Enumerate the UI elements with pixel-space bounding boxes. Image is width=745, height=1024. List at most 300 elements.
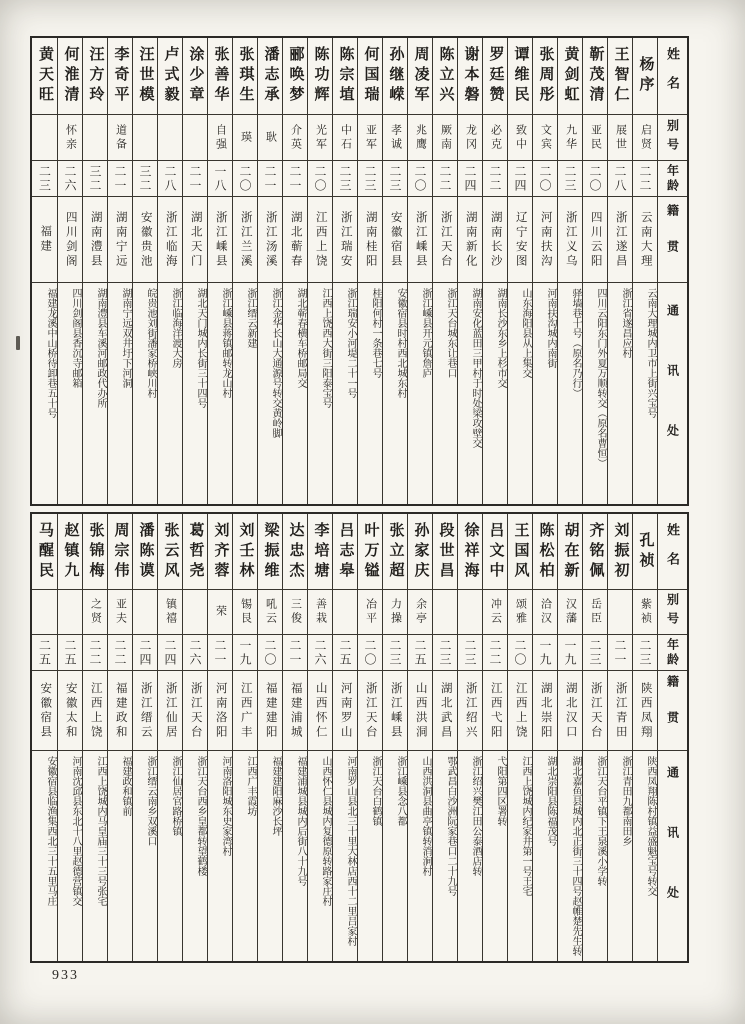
origin-cell <box>458 197 482 283</box>
person-column <box>382 38 407 504</box>
alias-cell <box>633 590 657 635</box>
person-column <box>157 38 182 504</box>
age-cell <box>32 635 57 671</box>
origin-text: 湖南澧县 <box>89 210 102 269</box>
address-cell: 浙江缙云南乡双溪口 <box>145 756 156 846</box>
age-text: 二一 <box>263 164 277 193</box>
alias-cell <box>458 115 482 161</box>
alias-cell <box>533 590 557 635</box>
name-text: 张善华 <box>212 46 229 106</box>
origin-cell <box>358 197 382 283</box>
name-text: 马醒民 <box>37 521 53 582</box>
address-cell: 福建政和镇前 <box>120 756 131 816</box>
origin-text: 安徽贵池 <box>139 210 152 269</box>
origin-cell <box>158 671 182 751</box>
age-cell <box>32 161 57 197</box>
person-column <box>432 514 457 961</box>
alias-text: 展世 <box>614 123 627 152</box>
age-cell <box>158 635 182 671</box>
row-header-origin <box>658 671 687 751</box>
address-cell: 河南罗山县北三十里大林店西十二里吕家村 <box>345 756 356 946</box>
row-header-address-label: 通讯处 <box>665 766 680 946</box>
person-column <box>282 514 307 961</box>
origin-cell <box>233 197 257 283</box>
alias-text: 必克 <box>489 123 502 152</box>
origin-cell <box>258 671 282 751</box>
address-cell: 湖南安化蓝田三甲村于时处梁攻壁交 <box>470 288 481 448</box>
address-cell: 江西上饶城内纪家井第一号王宅 <box>520 756 531 896</box>
alias-cell <box>558 115 582 161</box>
name-cell <box>408 38 432 115</box>
name-text: 张琪生 <box>237 46 254 106</box>
name-cell <box>383 514 407 590</box>
name-text: 谢本磐 <box>462 46 479 106</box>
age-text: 二〇 <box>313 164 327 193</box>
person-column <box>57 514 82 961</box>
alias-cell <box>608 115 632 161</box>
alias-text: 亚夫 <box>114 598 127 626</box>
name-text: 达忠杰 <box>287 521 304 582</box>
name-cell <box>32 514 57 590</box>
person-column <box>632 514 657 961</box>
person-column <box>557 38 582 504</box>
address-cell: 湖北嘉鱼县城内北正街三十四号赵帷楚先生转 <box>570 756 581 956</box>
origin-text: 浙江青田 <box>614 681 627 740</box>
origin-text: 辽宁安图 <box>514 210 527 269</box>
origin-text: 湖南宁远 <box>114 210 127 269</box>
origin-text: 四川剑阁 <box>64 210 77 269</box>
age-cell <box>83 161 107 197</box>
origin-cell <box>508 197 532 283</box>
row-header-address-label: 通讯处 <box>665 303 680 484</box>
age-cell <box>558 161 582 197</box>
row-header-age <box>658 635 687 671</box>
name-text: 罗廷赞 <box>487 46 504 106</box>
age-cell <box>233 161 257 197</box>
age-cell <box>583 161 607 197</box>
alias-cell <box>383 115 407 161</box>
alias-text: 力操 <box>389 598 402 626</box>
name-cell <box>108 514 132 590</box>
person-column <box>382 514 407 961</box>
origin-cell <box>558 671 582 751</box>
row-header-origin-label: 籍贯 <box>665 674 680 747</box>
origin-cell <box>558 197 582 283</box>
name-text: 葛哲尧 <box>187 521 204 582</box>
alias-text: 文宾 <box>539 123 552 152</box>
alias-cell <box>358 115 382 161</box>
origin-text: 湖南新化 <box>464 210 477 269</box>
origin-cell <box>333 671 357 751</box>
alias-cell <box>408 590 432 635</box>
age-cell <box>158 161 182 197</box>
age-text: 二一 <box>188 164 202 193</box>
row-header-age-label: 年龄 <box>665 637 680 668</box>
alias-text: 荣 <box>214 605 227 619</box>
name-text: 刘齐蓉 <box>212 521 229 582</box>
age-cell <box>433 635 457 671</box>
origin-cell <box>58 197 82 283</box>
row-header-alias <box>658 590 687 635</box>
age-text: 三二 <box>88 164 102 193</box>
name-cell <box>233 514 257 590</box>
address-cell: 浙江临海洋渡大房 <box>170 288 181 368</box>
name-cell <box>458 38 482 115</box>
alias-text: 锡艮 <box>239 598 252 626</box>
name-cell <box>608 38 632 115</box>
age-cell <box>633 161 657 197</box>
alias-text: 亚民 <box>589 123 602 152</box>
origin-cell <box>583 197 607 283</box>
alias-cell <box>208 590 232 635</box>
origin-cell <box>108 197 132 283</box>
alias-cell <box>533 115 557 161</box>
age-cell <box>58 635 82 671</box>
person-column <box>307 38 332 504</box>
age-cell <box>558 635 582 671</box>
name-cell <box>83 514 107 590</box>
origin-text: 陕西凤翔 <box>639 681 652 740</box>
person-column <box>507 514 532 961</box>
name-text: 刘振初 <box>612 521 629 582</box>
address-cell: 福建浦城县城内后街八十九号 <box>295 756 306 886</box>
address-cell: 弋阳第四区署转 <box>495 756 506 826</box>
origin-cell <box>583 671 607 751</box>
address-cell: 浙江绍兴樊江田公泰酒店转 <box>470 756 481 876</box>
alias-cell <box>83 115 107 161</box>
address-cell: 浙江天台西乡皇都转望鹤楼 <box>195 756 206 876</box>
age-cell <box>358 635 382 671</box>
person-column <box>532 38 557 504</box>
person-column <box>282 38 307 504</box>
name-cell <box>333 38 357 115</box>
name-text: 李奇平 <box>112 46 129 106</box>
address-cell: 浙江瑞安小河堤二十一号 <box>345 288 356 398</box>
address-cell: 云南大理城内卫市上街兴宝号 <box>645 288 656 418</box>
age-text: 一九 <box>238 638 252 667</box>
age-text: 二四 <box>138 638 152 667</box>
row-header-age <box>658 161 687 197</box>
name-text: 刘壬林 <box>237 521 254 582</box>
alias-text: 启贤 <box>639 123 652 152</box>
origin-cell <box>32 197 57 283</box>
age-cell <box>283 635 307 671</box>
name-text: 张云风 <box>162 521 179 582</box>
origin-text: 湖北蕲春 <box>289 210 302 269</box>
name-cell <box>358 38 382 115</box>
age-cell <box>358 161 382 197</box>
person-column <box>32 38 57 504</box>
name-text: 梁振维 <box>262 521 279 582</box>
address-cell: 浙江天台城东让巷口 <box>445 288 456 378</box>
alias-cell <box>383 590 407 635</box>
alias-text: 岳臣 <box>589 598 602 626</box>
alias-cell <box>183 590 207 635</box>
name-cell <box>358 514 382 590</box>
name-text: 胡在新 <box>562 521 579 582</box>
age-text: 二三 <box>638 638 652 667</box>
name-cell <box>308 514 332 590</box>
alias-text: 龙冈 <box>464 123 477 152</box>
origin-text: 湖北武昌 <box>439 681 452 740</box>
origin-text: 浙江缙云 <box>139 681 152 740</box>
age-text: 一八 <box>213 164 227 193</box>
name-cell <box>483 38 507 115</box>
name-text: 陈松柏 <box>537 521 554 582</box>
name-text: 靳茂清 <box>587 46 604 106</box>
alias-cell <box>108 115 132 161</box>
name-text: 何淮清 <box>62 46 79 106</box>
age-cell <box>333 635 357 671</box>
name-text: 陈宗埴 <box>337 46 354 106</box>
person-column <box>357 514 382 961</box>
address-cell: 山西洪洞县曲亭镇转消涧村 <box>420 756 431 876</box>
age-cell <box>133 161 157 197</box>
name-cell <box>108 38 132 115</box>
alias-cell <box>58 590 82 635</box>
age-text: 二五 <box>63 638 77 667</box>
age-cell <box>258 161 282 197</box>
name-text: 周宗伟 <box>112 521 129 582</box>
name-cell <box>183 38 207 115</box>
origin-cell <box>83 197 107 283</box>
alias-cell <box>483 115 507 161</box>
name-cell <box>283 514 307 590</box>
age-cell <box>458 161 482 197</box>
age-cell <box>483 635 507 671</box>
origin-text: 云南大理 <box>639 210 652 269</box>
alias-cell <box>458 590 482 635</box>
age-cell <box>183 161 207 197</box>
age-cell <box>83 635 107 671</box>
row-header-origin <box>658 197 687 283</box>
age-cell <box>333 161 357 197</box>
age-text: 二一 <box>288 638 302 667</box>
person-column <box>607 514 632 961</box>
name-cell <box>283 38 307 115</box>
name-text: 陈功辉 <box>312 46 329 106</box>
name-text: 汪方玲 <box>87 46 104 106</box>
origin-text: 浙江嵊县 <box>389 681 402 740</box>
origin-text: 浙江兰溪 <box>239 210 252 269</box>
origin-text: 浙江天台 <box>439 210 452 269</box>
name-cell <box>533 514 557 590</box>
alias-text: 厥南 <box>439 123 452 152</box>
alias-text: 中石 <box>339 123 352 152</box>
person-column <box>207 38 232 504</box>
name-text: 何国瑞 <box>362 46 379 106</box>
address-cell: 江西上饶城内马皇庙三十三号张宅 <box>95 756 106 906</box>
age-text: 二二 <box>113 638 127 667</box>
alias-cell <box>433 115 457 161</box>
address-cell: 浙江青田九都南田乡 <box>620 756 631 846</box>
name-cell <box>533 38 557 115</box>
person-column <box>107 38 132 504</box>
person-column <box>407 38 432 504</box>
age-text: 二六 <box>313 638 327 667</box>
alias-cell <box>633 115 657 161</box>
origin-text: 浙江汤溪 <box>264 210 277 269</box>
age-cell <box>308 635 332 671</box>
origin-text: 湖北崇阳 <box>539 681 552 740</box>
name-cell <box>558 514 582 590</box>
alias-cell <box>483 590 507 635</box>
age-cell <box>108 635 132 671</box>
alias-cell <box>283 115 307 161</box>
alias-text: 三俊 <box>289 598 302 626</box>
origin-text: 江西上饶 <box>314 210 327 269</box>
origin-text: 浙江天台 <box>189 681 202 740</box>
origin-text: 福建浦城 <box>289 681 302 740</box>
age-text: 二三 <box>388 164 402 193</box>
row-header-age-label: 年龄 <box>665 163 680 194</box>
origin-text: 湖北天门 <box>189 210 202 269</box>
age-cell <box>533 635 557 671</box>
alias-cell <box>583 115 607 161</box>
person-column <box>182 514 207 961</box>
origin-text: 浙江嵊县 <box>214 210 227 269</box>
name-cell <box>208 514 232 590</box>
person-column <box>182 38 207 504</box>
address-cell: 福建建阳麻沙长坪 <box>270 756 281 836</box>
name-cell <box>158 514 182 590</box>
origin-cell <box>183 671 207 751</box>
name-cell <box>383 38 407 115</box>
name-text: 谭维民 <box>512 46 529 106</box>
origin-text: 安徽太和 <box>64 681 77 740</box>
person-column <box>482 38 507 504</box>
alias-cell <box>333 590 357 635</box>
alias-cell <box>583 590 607 635</box>
origin-text: 浙江遂昌 <box>614 210 627 269</box>
origin-cell <box>408 197 432 283</box>
origin-text: 湖南桂阳 <box>364 210 377 269</box>
row-header-alias <box>658 115 687 161</box>
person-column <box>57 38 82 504</box>
person-column <box>607 38 632 504</box>
alias-text: 怀亲 <box>64 123 77 152</box>
name-cell <box>133 38 157 115</box>
address-cell: 安徽宿县时村西北城东村 <box>395 288 406 398</box>
name-text: 李培塘 <box>312 521 329 582</box>
name-cell <box>58 514 82 590</box>
age-cell <box>383 161 407 197</box>
age-cell <box>508 161 532 197</box>
alias-cell <box>133 590 157 635</box>
address-cell: 浙江天台平镇下王泉溪小学转 <box>595 756 606 886</box>
person-column <box>257 38 282 504</box>
row-header-name-label: 姓名 <box>665 522 680 581</box>
age-text: 二五 <box>413 638 427 667</box>
origin-cell <box>433 671 457 751</box>
row-header-alias-label: 别号 <box>665 593 680 631</box>
row-header-address <box>658 283 687 504</box>
age-text: 二〇 <box>238 164 252 193</box>
row-header-name <box>658 38 687 115</box>
origin-text: 福建 <box>39 225 52 254</box>
name-text: 叶万镒 <box>362 521 379 582</box>
age-cell <box>408 635 432 671</box>
age-text: 二〇 <box>588 164 602 193</box>
origin-cell <box>83 671 107 751</box>
alias-cell <box>508 115 532 161</box>
name-cell <box>508 38 532 115</box>
origin-text: 浙江临海 <box>164 210 177 269</box>
row-header-name-label: 姓名 <box>665 47 680 105</box>
age-text: 二四 <box>463 164 477 193</box>
name-cell <box>483 514 507 590</box>
origin-text: 浙江仙居 <box>164 681 177 740</box>
origin-text: 福建建阳 <box>264 681 277 740</box>
alias-cell <box>133 115 157 161</box>
origin-cell <box>458 671 482 751</box>
alias-cell <box>508 590 532 635</box>
alias-cell <box>558 590 582 635</box>
address-cell: 鄂武昌白沙洲阮家巷口二十九号 <box>445 756 456 896</box>
origin-cell <box>133 671 157 751</box>
person-column <box>257 514 282 961</box>
person-column <box>207 514 232 961</box>
age-text: 二四 <box>163 638 177 667</box>
address-cell: 湖南宁远双井圩下河洞 <box>120 288 131 388</box>
name-cell <box>183 514 207 590</box>
age-cell <box>308 161 332 197</box>
address-cell: 浙江嵊县念八都 <box>395 756 406 826</box>
age-text: 二八 <box>163 164 177 193</box>
origin-cell <box>608 197 632 283</box>
name-text: 吕志皋 <box>337 521 354 582</box>
alias-text: 镇禧 <box>164 598 177 626</box>
alias-text: 瑛 <box>239 130 252 145</box>
origin-cell <box>533 671 557 751</box>
origin-cell <box>32 671 57 751</box>
origin-text: 山西怀仁 <box>314 681 327 740</box>
age-text: 二三 <box>463 638 477 667</box>
alias-cell <box>233 590 257 635</box>
address-cell: 浙江天台白鹤镇 <box>370 756 381 826</box>
person-column <box>232 514 257 961</box>
alias-text: 冶平 <box>364 598 377 626</box>
origin-cell <box>308 197 332 283</box>
name-cell <box>258 38 282 115</box>
name-cell <box>258 514 282 590</box>
alias-text: 光军 <box>314 123 327 152</box>
name-text: 孔祯 <box>637 531 654 572</box>
origin-text: 江西弋阳 <box>489 681 502 740</box>
alias-text: 洽汉 <box>539 598 552 626</box>
age-cell <box>233 635 257 671</box>
person-column <box>482 514 507 961</box>
age-text: 二〇 <box>513 638 527 667</box>
age-cell <box>608 161 632 197</box>
age-text: 三二 <box>138 164 152 193</box>
age-cell <box>58 161 82 197</box>
age-text: 二一 <box>213 638 227 667</box>
age-text: 二〇 <box>363 638 377 667</box>
age-cell <box>458 635 482 671</box>
origin-text: 江西上饶 <box>514 681 527 740</box>
person-column <box>107 514 132 961</box>
row-header-origin-label: 籍贯 <box>665 203 680 276</box>
alias-cell <box>358 590 382 635</box>
person-column <box>307 514 332 961</box>
origin-cell <box>58 671 82 751</box>
person-column <box>457 38 482 504</box>
address-cell: 福建龙溪中山桥待卸巷五十号 <box>45 288 56 418</box>
origin-cell <box>433 197 457 283</box>
name-cell <box>433 514 457 590</box>
origin-cell <box>383 671 407 751</box>
